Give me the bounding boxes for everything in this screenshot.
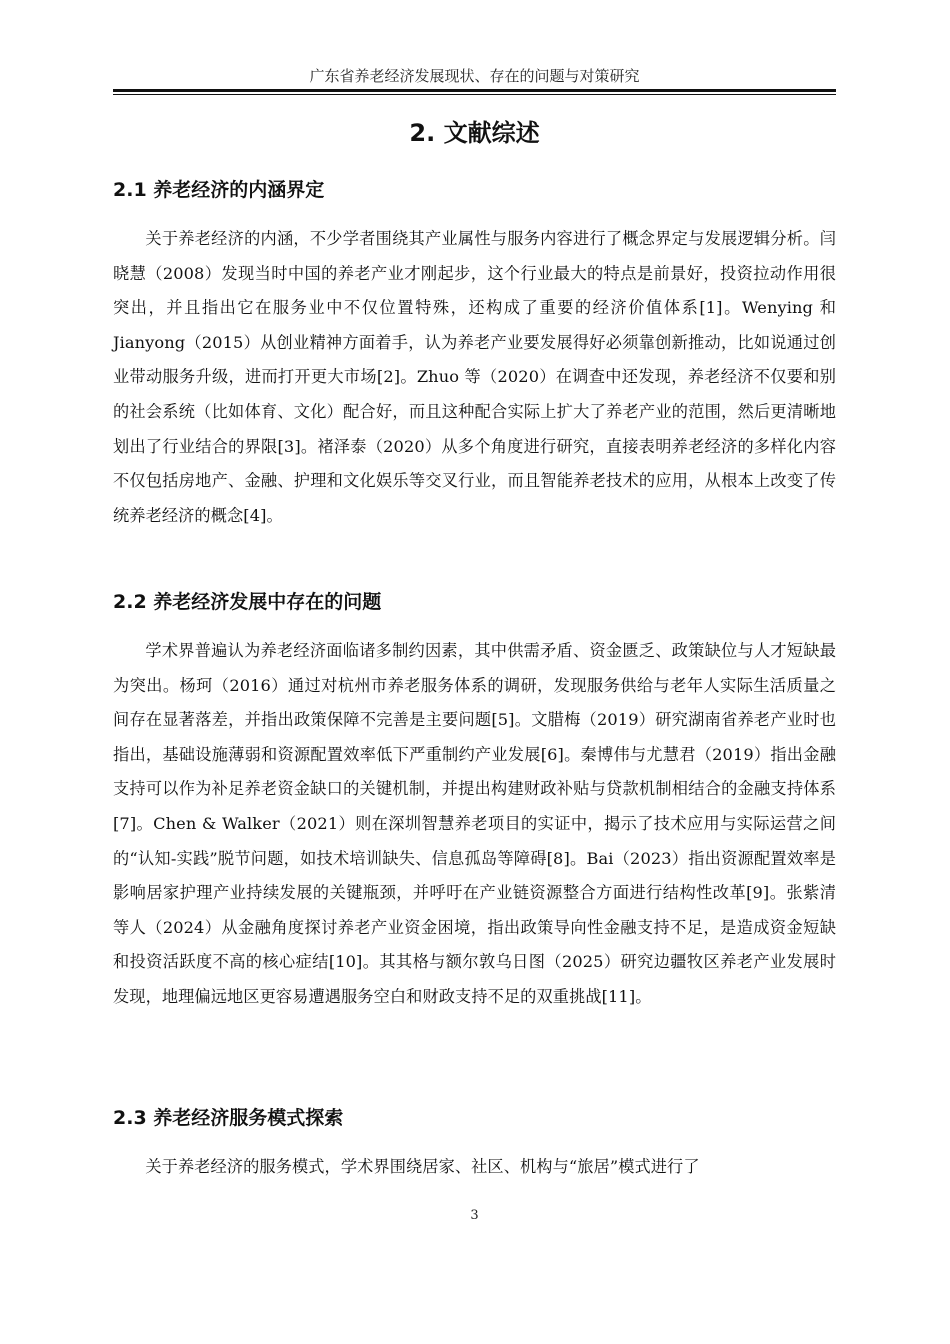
- section-title-2-1: 2.1 养老经济的内涵界定: [113, 179, 325, 201]
- chapter-title: 2. 文献综述: [409, 119, 540, 147]
- section-2-1-paragraph: 关于养老经济的内涵，不少学者围绕其产业属性与服务内容进行了概念界定与发展逻辑分析。闫晓慧（2008）发现当时中国的养老产业才刚起步，这个行业最大的特点是前景好，投资拉动作用很突出，并且指出它在服务业中不仅位置特殊，还构成了重要的经济价值体系[1]。Wenying 和 Jianyong（2015）从创业精神方面着手，认为养老产业要发展得好必须靠创新推动，比如说通过创业带动服务升级，进而打开更大市场[2]。Zhuo 等（2020）在调查中还发现，养老经济不仅要和别的社会系统（比如体育、文化）配合好，而且这种配合实际上扩大了养老产业的范围，然后更清晰地划出了行业结合的界限[3]。褚泽泰（2020）从多个角度进行研究，直接表明养老经济的多样化内容不仅包括房地产、金融、护理和文化娱乐等交叉行业，而且智能养老技术的应用，从根本上改变了传统养老经济的概念[4]。: [113, 229, 836, 525]
- header-rule-thin: [113, 94, 836, 95]
- section-2-3-paragraph: 关于养老经济的服务模式，学术界围绕居家、社区、机构与“旅居”模式进行了: [145, 1157, 700, 1176]
- section-title-2-3: 2.3 养老经济服务模式探索: [113, 1107, 344, 1129]
- running-header: 广东省养老经济发展现状、存在的问题与对策研究: [309, 67, 640, 85]
- section-2-2-paragraph: 学术界普遍认为养老经济面临诸多制约因素，其中供需矛盾、资金匮乏、政策缺位与人才短缺最为突出。杨珂（2016）通过对杭州市养老服务体系的调研，发现服务供给与老年人实际生活质量之间存在显著落差，并指出政策保障不完善是主要问题[5]。文腊梅（2019）研究湖南省养老产业时也指出，基础设施薄弱和资源配置效率低下严重制约产业发展[6]。秦博伟与尤慧君（2019）指出金融支持可以作为补足养老资金缺口的关键机制，并提出构建财政补贴与贷款机制相结合的金融支持体系[7]。Chen & Walker（2021）则在深圳智慧养老项目的实证中，揭示了技术应用与实际运营之间的“认知-实践”脱节问题，如技术培训缺失、信息孤岛等障碍[8]。Bai（2023）指出资源配置效率是影响居家护理产业持续发展的关键瓶颈，并呼吁在产业链资源整合方面进行结构性改革[9]。张紫清等人（2024）从金融角度探讨养老产业资金困境，指出政策导向性金融支持不足，是造成资金短缺和投资活跃度不高的核心症结[10]。其其格与额尔敦乌日图（2025）研究边疆牧区养老产业发展时发现，地理偏远地区更容易遭遇服务空白和财政支持不足的双重挑战[11]。: [113, 641, 836, 1006]
- section-title-2-2: 2.2 养老经济发展中存在的问题: [113, 591, 382, 613]
- page-number: 3: [470, 1208, 479, 1223]
- header-rule-thick: [113, 89, 836, 92]
